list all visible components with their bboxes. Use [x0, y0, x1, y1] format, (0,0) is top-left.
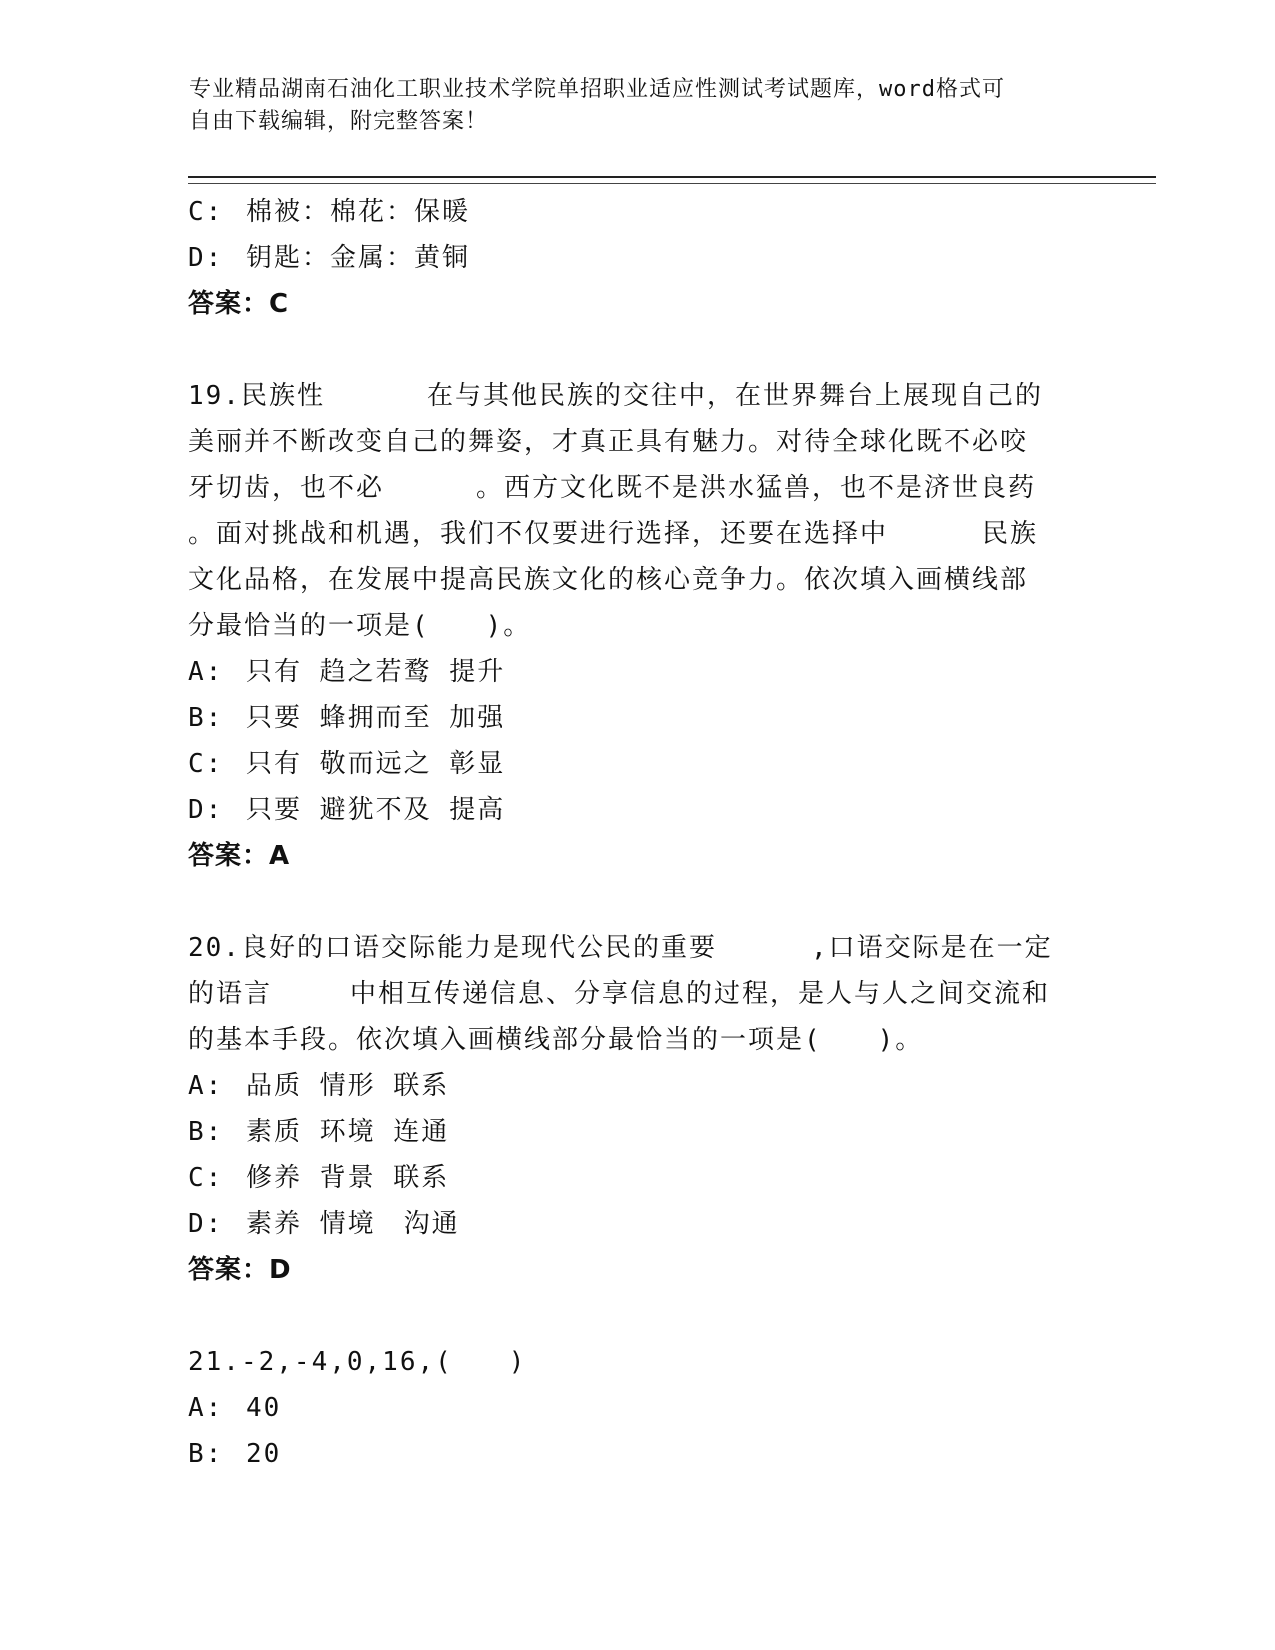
question-text-segment: 的语言 [188, 979, 273, 1009]
header-line-1: 专业精品湖南石油化工职业技术学院单招职业适应性测试考试题库，word格式可 [189, 77, 1005, 102]
option-key: C: [188, 749, 224, 779]
option-d [188, 235, 1088, 281]
question-text-line [188, 465, 1088, 511]
question-text-line: 的基本手段。依次填入画横线部分最恰当的一项是( )。 [188, 1025, 924, 1055]
option-d [188, 787, 1088, 833]
option-text: 品质 情形 联系 [246, 1071, 450, 1101]
header-divider-thick [188, 176, 1156, 178]
option-text: 20 [246, 1439, 282, 1469]
question-text-segment: 。西方文化既不是洪水猛兽，也不是济世良药 [476, 473, 1037, 503]
option-a [188, 649, 1088, 695]
spacer [188, 327, 1088, 373]
header-divider-thin [188, 183, 1156, 184]
question-text-line: 21.-2,-4,0,16,( ) [188, 1347, 527, 1377]
question-text-line [188, 971, 1088, 1017]
answer-line: 答案：A [188, 841, 291, 871]
question-text-line [188, 511, 1088, 557]
question-text-line: 文化品格，在发展中提高民族文化的核心竞争力。依次填入画横线部 [188, 565, 1029, 595]
option-a [188, 1385, 1088, 1431]
option-b [188, 695, 1088, 741]
question-text-segment: 牙切齿，也不必 [188, 473, 385, 503]
option-key: A: [188, 1071, 224, 1101]
question-text-segment: 在与其他民族的交往中，在世界舞台上展现自己的 [426, 381, 1043, 411]
spacer [188, 1293, 1088, 1339]
option-key: A: [188, 657, 224, 687]
question-text-segment: 19.民族性 [188, 381, 325, 411]
spacer [188, 879, 1088, 925]
option-c [188, 1155, 1088, 1201]
option-key: C: [188, 197, 224, 227]
option-key: B: [188, 1117, 224, 1147]
question-20 [188, 925, 1088, 1339]
option-text: 只要 蜂拥而至 加强 [246, 703, 506, 733]
option-key: A: [188, 1393, 224, 1423]
question-text-segment: ,口语交际是在一定 [810, 933, 1053, 963]
question-text-segment: 。面对挑战和机遇，我们不仅要进行选择，还要在选择中 [188, 519, 889, 549]
option-key: D: [188, 795, 224, 825]
option-c [188, 189, 1088, 235]
option-b [188, 1431, 1088, 1477]
question-text-segment: 民族 [982, 519, 1039, 549]
question-text-segment: 20.良好的口语交际能力是现代公民的重要 [188, 933, 717, 963]
prev-question [188, 189, 1088, 373]
option-text: 修养 背景 联系 [246, 1163, 450, 1193]
option-text: 棉被：棉花：保暖 [246, 197, 471, 227]
option-c [188, 741, 1088, 787]
option-key: B: [188, 703, 224, 733]
option-text: 只有 趋之若鹜 提升 [246, 657, 506, 687]
option-key: D: [188, 1209, 224, 1239]
option-key: D: [188, 243, 224, 273]
question-content [188, 189, 1088, 1477]
question-text-line [188, 925, 1088, 971]
question-19 [188, 373, 1088, 925]
answer-line: 答案：D [188, 1255, 292, 1285]
option-text: 只要 避犹不及 提高 [246, 795, 506, 825]
option-key: B: [188, 1439, 224, 1469]
option-text: 只有 敬而远之 彰显 [246, 749, 506, 779]
header-line-2: 自由下载编辑，附完整答案！ [189, 109, 489, 134]
question-text-line [188, 373, 1088, 419]
option-d [188, 1201, 1088, 1247]
option-text: 素质 环境 连通 [246, 1117, 450, 1147]
option-key: C: [188, 1163, 224, 1193]
option-text: 素养 情境 沟通 [246, 1209, 460, 1239]
question-text-line: 分最恰当的一项是( )。 [188, 611, 532, 641]
question-text-segment: 中相互传递信息、分享信息的过程，是人与人之间交流和 [350, 979, 1051, 1009]
option-text: 钥匙：金属：黄铜 [246, 243, 471, 273]
answer-line: 答案：C [188, 289, 290, 319]
option-text: 40 [246, 1393, 282, 1423]
document-header [189, 74, 1089, 138]
option-a [188, 1063, 1088, 1109]
question-21 [188, 1339, 1088, 1477]
option-b [188, 1109, 1088, 1155]
question-text-line: 美丽并不断改变自己的舞姿，才真正具有魅力。对待全球化既不必咬 [188, 427, 1029, 457]
